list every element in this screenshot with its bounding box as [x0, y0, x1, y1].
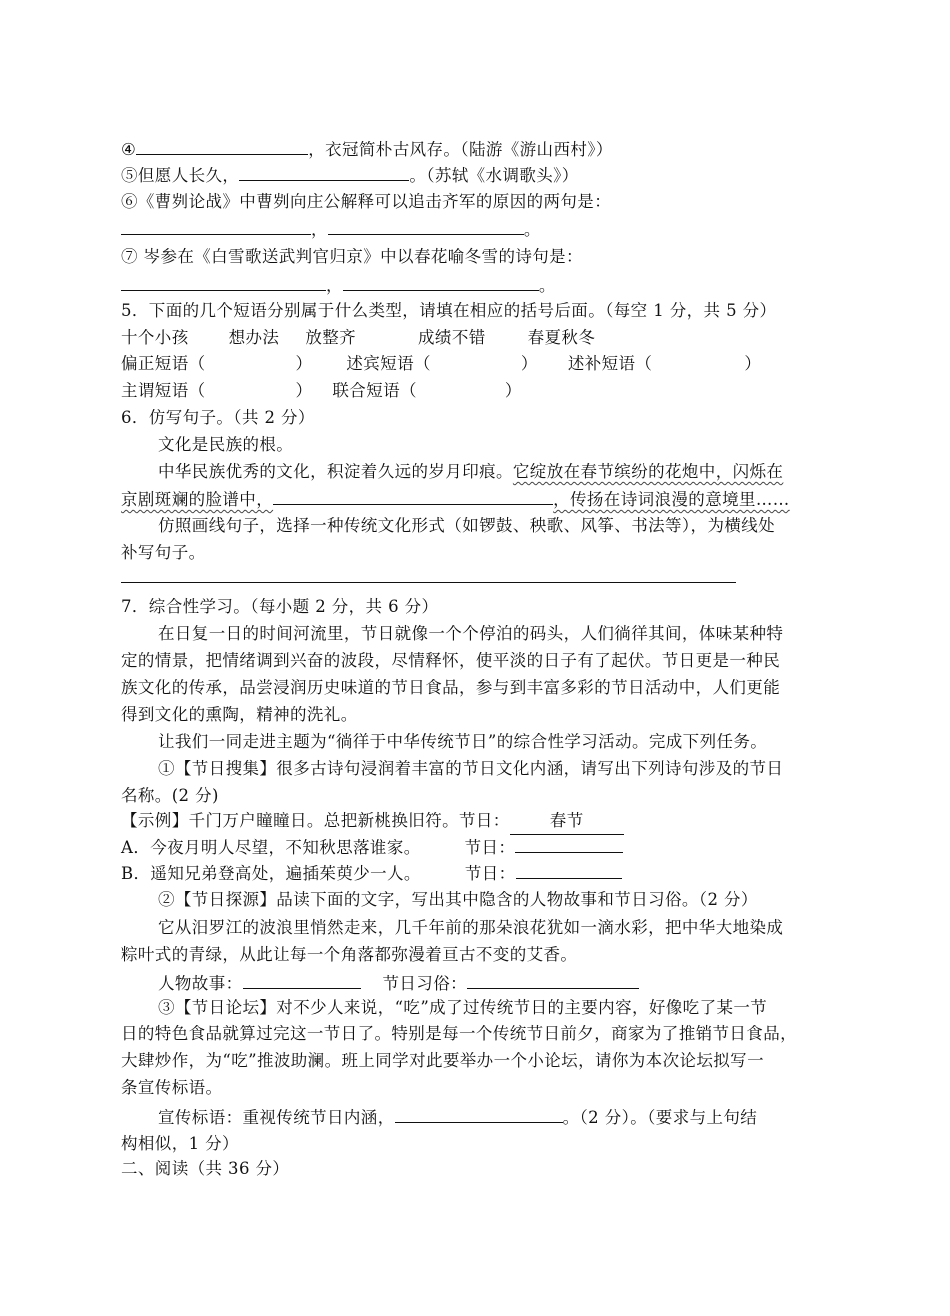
blank[interactable] — [467, 970, 639, 989]
blank[interactable] — [515, 834, 623, 853]
blank[interactable] — [516, 860, 622, 879]
blank[interactable] — [328, 216, 524, 235]
blank[interactable] — [121, 216, 311, 235]
q7-story-custom: 人物故事： 节日习俗： — [158, 970, 840, 997]
blank[interactable] — [243, 970, 361, 989]
q7-s3c: 大肆炒作，为“吃”推波助澜。班上同学对此要举办一个小论坛，请你为本次论坛拟写一 — [121, 1051, 764, 1070]
q7-s1a: ①【节日搜集】很多古诗句浸润着丰富的节日文化内涵，请写出下列诗句涉及的节日 — [158, 759, 784, 778]
q6-p1: 文化是民族的根。 — [158, 435, 294, 454]
q7-slogan-tail: 构相似，1 分） — [121, 1134, 239, 1153]
q7-s3b: 日的特色食品就算过完这一节日了。特别是每一个传统节日前夕，商家为了推销节日食品， — [121, 1024, 797, 1043]
q7-example: 【示例】千门万户瞳瞳日。总把新桃换旧符。节日： 春节 — [121, 808, 840, 835]
q7-s2: ②【节日探源】品读下面的文字，写出其中隐含的人物故事和节日习俗。（2 分） — [158, 890, 758, 909]
blank[interactable] — [395, 1104, 563, 1123]
line-blanks-1: ， 。 — [121, 216, 840, 243]
line-youshanxicun: ④ ，衣冠简朴古风存。（陆游《游山西村》） — [121, 136, 840, 163]
q7-p3: 族文化的传承，品尝浸润历史味道的节日食品，参与到丰富多彩的节日活动中，人们更能 — [121, 678, 781, 697]
q7-s2p1: 它从汨罗江的波浪里悄然走来，几千年前的那朵浪花犹如一滴水彩，把中华大地染成 — [158, 918, 784, 937]
q6-p2: 中华民族优秀的文化，积淀着久远的岁月印痕。它绽放在春节缤纷的花炮中，闪烁在 — [158, 462, 784, 481]
answer-line[interactable] — [121, 582, 736, 583]
q7-s2p2: 粽叶式的青绿，从此让每一个角落都弥漫着亘古不变的艾香。 — [121, 945, 578, 964]
q6-p3: 京剧斑斓的脸谱中， ，传扬在诗词浪漫的意境里…… — [121, 486, 840, 513]
q7-b: B．遥知兄弟登高处，遍插茱萸少一人。 节日： — [121, 860, 840, 887]
q7-p5: 让我们一同走进主题为“徜徉于中华传统节日”的综合性学习活动。完成下列任务。 — [158, 732, 768, 751]
q7-a: A．今夜月明人尽望，不知秋思落谁家。 节日： — [121, 834, 840, 861]
line-caoguilunzhan: ⑥《曹刿论战》中曹刿向庄公解释可以追击齐军的原因的两句是： — [121, 192, 612, 211]
q7-p2: 定的情景，把情绪调到兴奋的波段，尽情释怀，使平淡的日子有了起伏。节日更是一种民 — [121, 651, 781, 670]
line-shuidiaogetou: ⑤但愿人长久， 。（苏轼《水调歌头》） — [121, 162, 840, 189]
q7-s3a: ③【节日论坛】对不少人来说，“吃”成了过传统节日的主要内容，好像吃了某一节 — [158, 998, 768, 1017]
q7-s3d: 条宣传标语。 — [121, 1078, 223, 1097]
q6-p5: 补写句子。 — [121, 543, 206, 562]
blank[interactable] — [136, 136, 308, 155]
blank[interactable] — [343, 272, 539, 291]
section-2-title: 二、阅读（共 36 分） — [121, 1159, 290, 1178]
line-baixuege: ⑦ 岑参在《白雪歌送武判官归京》中以春花喻冬雪的诗句是： — [121, 247, 583, 266]
q7-slogan: 宣传标语：重视传统节日内涵， 。（2 分）。（要求与上句结 — [158, 1104, 840, 1131]
q6-p4: 仿照画线句子，选择一种传统文化形式（如锣鼓、秧歌、风筝、书法等），为横线处 — [158, 516, 776, 535]
blank[interactable] — [273, 486, 553, 505]
q5-types-2: 主谓短语（ ） 联合短语（ ） — [121, 381, 522, 400]
blank[interactable] — [121, 272, 326, 291]
line-blanks-2: ， 。 — [121, 272, 840, 299]
q7-p4: 得到文化的熏陶，精神的洗礼。 — [121, 705, 358, 724]
q7-s1b: 名称。(2 分) — [121, 786, 219, 805]
q5-title: 5．下面的几个短语分别属于什么类型，请填在相应的括号后面。（每空 1 分，共 5 分） — [121, 301, 777, 320]
q5-phrases: 十个小孩 想办法 放整齐 成绩不错 春夏秋冬 — [121, 328, 596, 347]
q5-types-1: 偏正短语（ ） 述宾短语（ ） 述补短语（ ） — [121, 354, 762, 373]
q7-title: 7．综合性学习。（每小题 2 分，共 6 分） — [121, 597, 439, 616]
blank[interactable] — [239, 162, 409, 181]
q6-title: 6．仿写句子。（共 2 分） — [121, 408, 315, 427]
example-answer: 春节 — [510, 808, 624, 835]
q7-p1: 在日复一日的时间河流里，节日就像一个个停泊的码头，人们徜徉其间，体味某种特 — [158, 624, 784, 643]
